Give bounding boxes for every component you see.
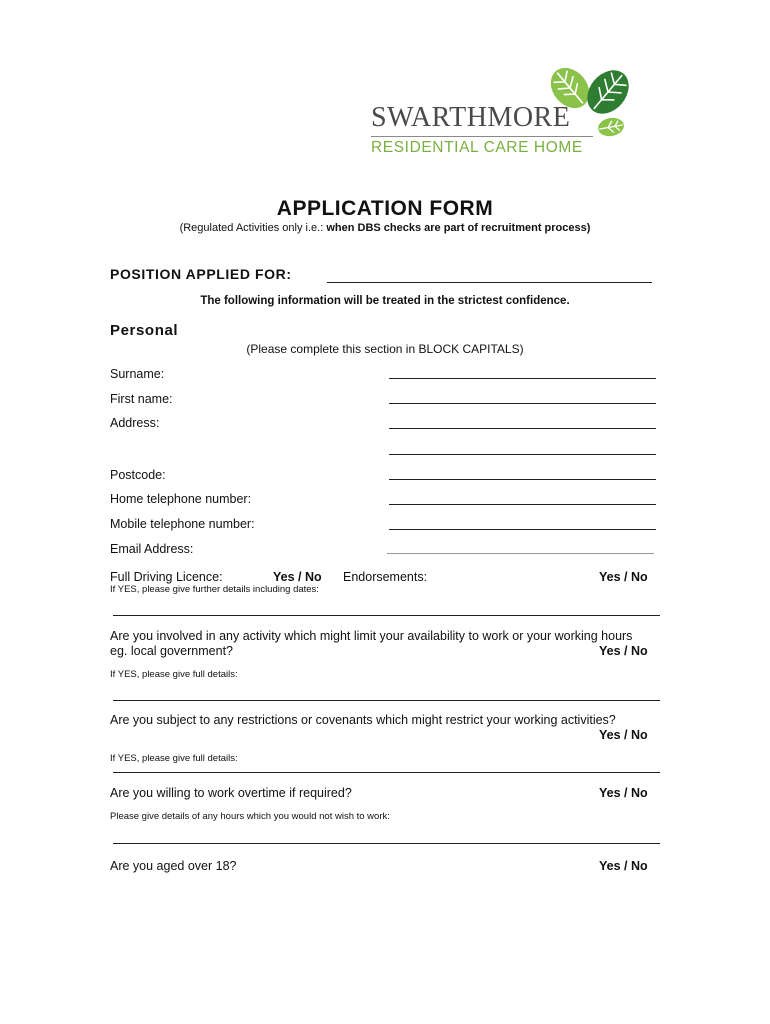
postcode-label: Postcode: (110, 468, 166, 482)
subtitle-prefix: (Regulated Activities only i.e.: (179, 222, 327, 234)
surname-label: Surname: (110, 367, 165, 381)
endorsements-label: Endorsements: (343, 570, 428, 584)
postcode-input-line[interactable] (389, 479, 656, 480)
address-input-line-2[interactable] (389, 454, 656, 455)
overtime-yes-no[interactable]: Yes / No (599, 786, 648, 800)
availability-question-line2: eg. local government? (110, 644, 233, 658)
home-phone-label: Home telephone number: (110, 492, 252, 506)
availability-question-line1: Are you involved in any activity which might limit your availability to work or your working hours (110, 629, 633, 643)
endorsements-yes-no[interactable]: Yes / No (599, 570, 648, 584)
logo-divider (371, 136, 593, 137)
driving-details-note: If YES, please give further details including dates: (110, 584, 319, 595)
logo-name: SWARTHMORE (371, 102, 571, 133)
first-name-label: First name: (110, 392, 173, 406)
logo-subtitle: RESIDENTIAL CARE HOME (371, 139, 583, 156)
restrictions-details-note: If YES, please give full details: (110, 753, 238, 764)
home-phone-input-line[interactable] (389, 504, 656, 505)
availability-yes-no[interactable]: Yes / No (599, 644, 648, 658)
address-input-line-1[interactable] (389, 428, 656, 429)
confidence-note: The following information will be treated in the strictest confidence. (200, 295, 570, 307)
overtime-details-note: Please give details of any hours which you would not wish to work: (110, 811, 390, 822)
driving-licence-yes-no[interactable]: Yes / No (273, 570, 322, 584)
first-name-input-line[interactable] (389, 403, 656, 404)
mobile-phone-label: Mobile telephone number: (110, 517, 255, 531)
availability-details-note: If YES, please give full details: (110, 669, 238, 680)
age-yes-no[interactable]: Yes / No (599, 859, 648, 873)
position-input-line[interactable] (327, 282, 652, 283)
surname-input-line[interactable] (389, 378, 656, 379)
position-label: POSITION APPLIED FOR: (110, 266, 292, 282)
restrictions-details-line[interactable] (113, 772, 660, 773)
driving-details-line[interactable] (113, 615, 660, 616)
block-capitals-note: (Please complete this section in BLOCK CAPITALS) (246, 342, 524, 356)
address-label: Address: (110, 416, 160, 430)
email-input-line[interactable] (387, 553, 654, 554)
subtitle-bold: when DBS checks are part of recruitment process) (326, 222, 591, 234)
overtime-question: Are you willing to work overtime if required? (110, 786, 352, 800)
overtime-details-line[interactable] (113, 843, 660, 844)
form-title: APPLICATION FORM (276, 197, 494, 220)
availability-details-line[interactable] (113, 700, 660, 701)
age-question: Are you aged over 18? (110, 859, 237, 873)
driving-licence-label: Full Driving Licence: (110, 570, 223, 584)
restrictions-yes-no[interactable]: Yes / No (599, 728, 648, 742)
restrictions-question: Are you subject to any restrictions or covenants which might restrict your working activities? (110, 713, 616, 727)
email-label: Email Address: (110, 542, 194, 556)
personal-heading: Personal (110, 322, 179, 339)
mobile-phone-input-line[interactable] (389, 529, 656, 530)
form-subtitle (0, 222, 770, 234)
